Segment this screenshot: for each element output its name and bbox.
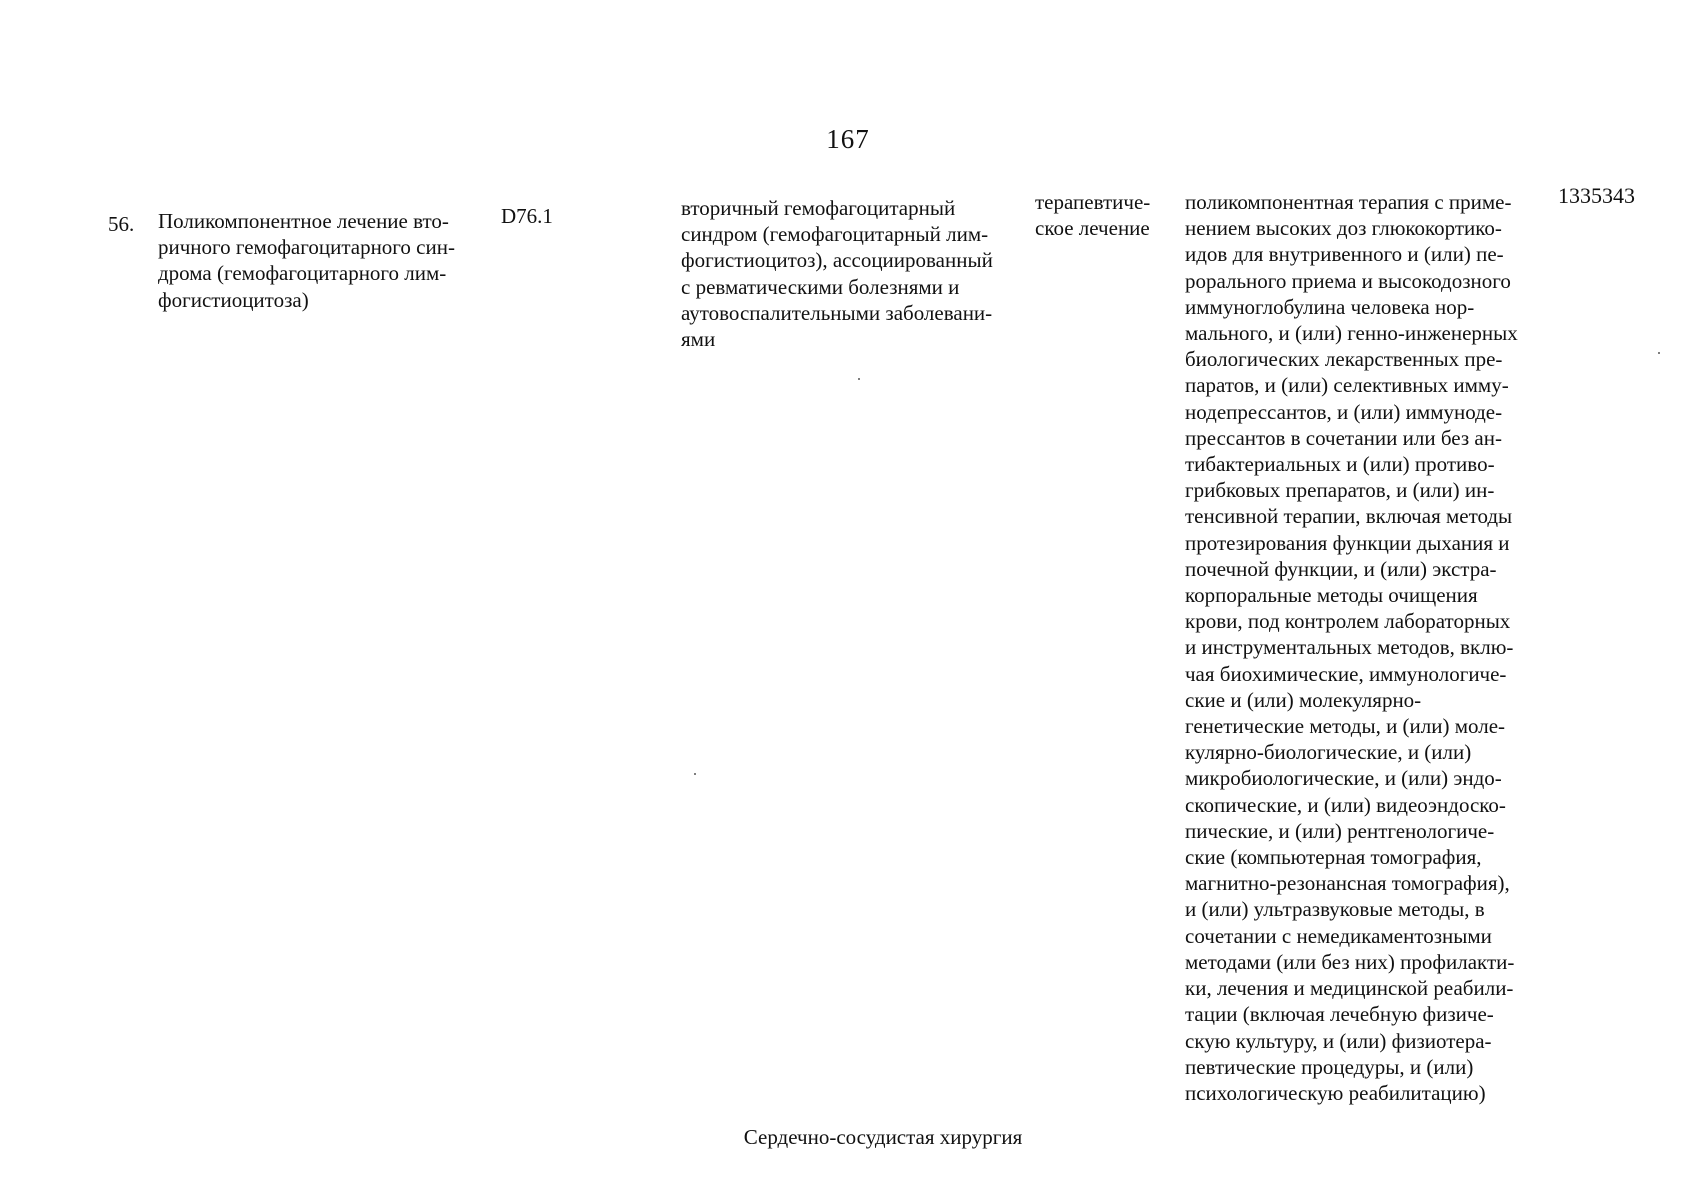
treatment-method-line: психологическую реабилитацию) [1185, 1080, 1486, 1105]
treatment-type-line: терапевтиче- [1035, 190, 1151, 214]
cost: 1335343 [1558, 183, 1635, 208]
treatment-method-line: протезирования функции дыхания и [1185, 530, 1510, 555]
treatment-method-line: микробиологические, и (или) эндо- [1185, 766, 1502, 791]
treatment-method-line: биологических лекарственных пре- [1185, 347, 1503, 372]
section-title: Сердечно-сосудистая хирургия [743, 1125, 1023, 1149]
method-name-line: дрома (гемофагоцитарного лим- [158, 261, 447, 286]
page-number: 167 [826, 124, 870, 154]
treatment-method-line: корпоральные методы очищения [1185, 583, 1478, 608]
treatment-method-line: почечной функции, и (или) экстра- [1185, 556, 1497, 581]
icd-code: D76.1 [501, 204, 553, 228]
treatment-method-line: иммуноглобулина человека нор- [1185, 294, 1475, 319]
method-name-line: фогистиоцитоза) [158, 287, 309, 312]
treatment-method-line: паратов, и (или) селективных имму- [1185, 373, 1509, 398]
treatment-method-line: чая биохимические, иммунологиче- [1185, 661, 1507, 686]
treatment-method-line: тибактериальных и (или) противо- [1185, 452, 1495, 477]
treatment-method-line: ские и (или) молекулярно- [1185, 687, 1422, 712]
treatment-method-line: пические, и (или) рентгенологиче- [1185, 818, 1495, 843]
treatment-method-line: прессантов в сочетании или без ан- [1185, 425, 1502, 450]
patient-model-line: вторичный гемофагоцитарный [681, 196, 956, 220]
treatment-method-line: ки, лечения и медицинской реабили- [1185, 976, 1514, 1001]
treatment-method-line: нодепрессантов, и (или) иммуноде- [1185, 399, 1503, 424]
scan-speck [1658, 352, 1660, 354]
method-name-line: ричного гемофагоцитарного син- [158, 235, 455, 260]
treatment-method-line: крови, под контролем лабораторных [1185, 609, 1511, 634]
treatment-method-line: идов для внутривенного и (или) пе- [1185, 242, 1504, 267]
scan-speck [694, 773, 696, 775]
treatment-method-line: скую культуру, и (или) физиотера- [1185, 1028, 1492, 1053]
treatment-method-line: кулярно-биологические, и (или) [1185, 740, 1472, 765]
treatment-method-line: тенсивной терапии, включая методы [1185, 504, 1513, 529]
treatment-type-line: ское лечение [1035, 216, 1150, 241]
method-name-line: Поликомпонентное лечение вто- [158, 209, 449, 233]
treatment-method-line: и инструментальных методов, вклю- [1185, 635, 1514, 660]
patient-model [681, 195, 1031, 352]
row-number: 56. [108, 212, 135, 236]
treatment-method-line: магнитно-резонансная томография), [1185, 871, 1510, 896]
treatment-method-line: и (или) ультразвуковые методы, в [1185, 897, 1485, 922]
treatment-method-line: нением высоких доз глюкокортико- [1185, 216, 1502, 241]
treatment-type [1035, 189, 1175, 241]
treatment-method-line: генетические методы, и (или) моле- [1185, 714, 1506, 739]
patient-model-line: аутовоспалительными заболевани- [681, 300, 993, 325]
treatment-method-line: ские (компьютерная томография, [1185, 845, 1482, 870]
method-name [158, 208, 488, 313]
treatment-method [1185, 189, 1570, 1106]
treatment-method-line: тации (включая лечебную физиче- [1185, 1002, 1494, 1027]
patient-model-line: с ревматическими болезнями и [681, 274, 960, 299]
treatment-method-line: методами (или без них) профилакти- [1185, 949, 1515, 974]
treatment-method-line: грибковых препаратов, и (или) ин- [1185, 478, 1495, 503]
treatment-method-line: рорального приема и высокодозного [1185, 268, 1511, 293]
patient-model-line: фогистиоцитоз), ассоциированный [681, 248, 993, 273]
treatment-method-line: поликомпонентная терапия с приме- [1185, 190, 1512, 214]
treatment-method-line: скопические, и (или) видеоэндоско- [1185, 792, 1506, 817]
scan-speck [858, 378, 860, 380]
patient-model-line: синдром (гемофагоцитарный лим- [681, 222, 989, 247]
treatment-method-line: сочетании с немедикаментозными [1185, 923, 1492, 948]
treatment-method-line: певтические процедуры, и (или) [1185, 1054, 1474, 1079]
patient-model-line: ями [681, 327, 716, 352]
treatment-method-line: мального, и (или) генно-инженерных [1185, 321, 1518, 346]
